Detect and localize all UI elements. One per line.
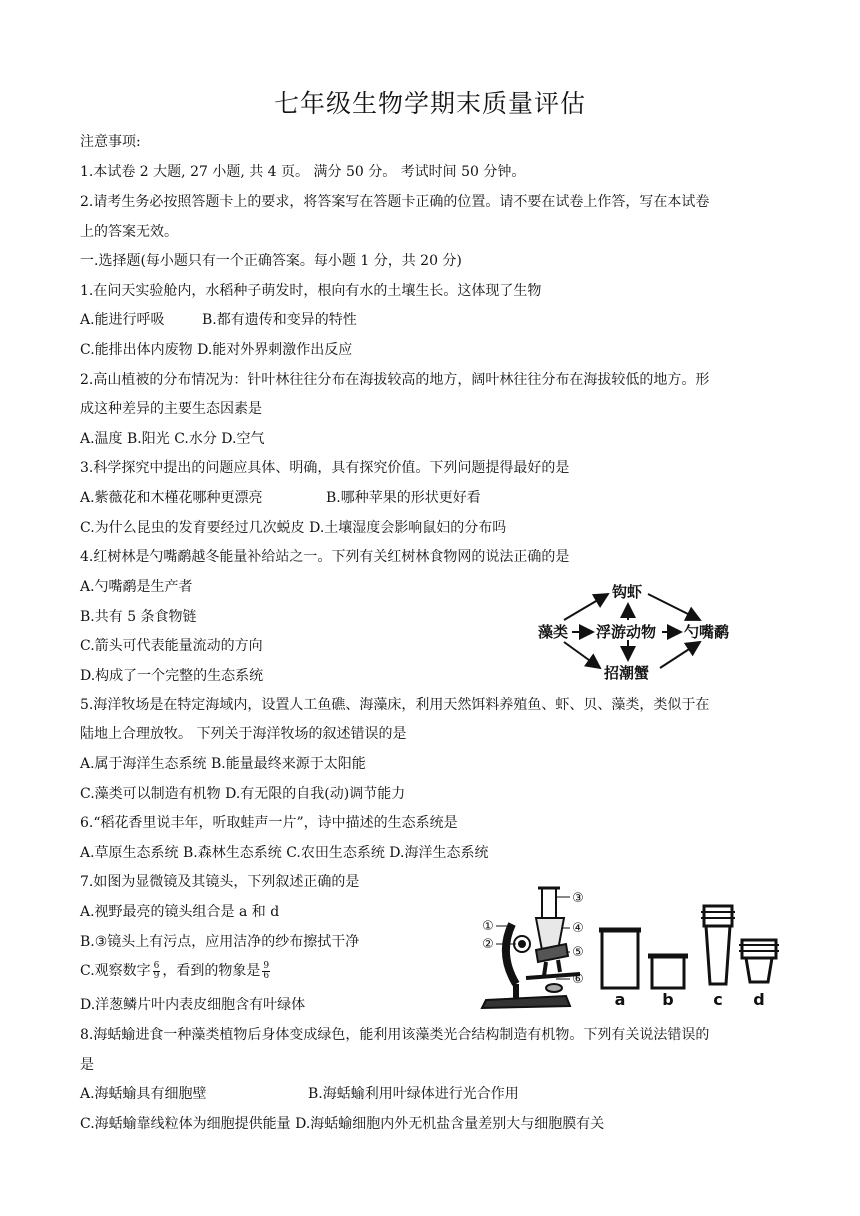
q7-option-b: B.③镜头上有污点，应用洁净的纱布擦拭干净 (80, 934, 360, 950)
q3-options-cd: C.为什么昆虫的发育要经过几次蜕皮 D.土壤湿度会影响鼠妇的分布吗 (80, 520, 507, 536)
label-1: ① (482, 919, 494, 934)
q4-option-d: D.构成了一个完整的生态系统 (80, 668, 264, 684)
q7-option-c-prefix: C.观察数字 (80, 963, 151, 979)
q6-options: A.草原生态系统 B.森林生态系统 C.农田生态系统 D.海洋生态系统 (80, 845, 489, 861)
q2-stem-cont: 成这种差异的主要生态因素是 (80, 401, 262, 417)
lens-label-d: d (753, 990, 765, 1009)
arrow-algae-crab (564, 642, 600, 668)
label-5: ⑤ (572, 945, 584, 960)
q8-option-a: A.海蛞蝓具有细胞壁 (80, 1086, 207, 1102)
q5-options-ab: A.属于海洋生态系统 B.能量最终来源于太阳能 (80, 756, 366, 772)
q3-option-b: B.哪种苹果的形状更好看 (326, 490, 481, 506)
node-crab: 招潮蟹 (604, 664, 650, 682)
q6-stem: 6.“稻花香里说丰年，听取蛙声一片”，诗中描述的生态系统是 (80, 815, 458, 831)
q2-options: A.温度 B.阳光 C.水分 D.空气 (80, 431, 265, 447)
q8-stem: 8.海蛞蝓进食一种藻类植物后身体变成绿色，能利用该藻类光合结构制造有机物。下列有关说法错误的 (80, 1027, 710, 1043)
page-title: 七年级生物学期末质量评估 (273, 89, 586, 118)
q3-option-a: A.紫薇花和木槿花哪种更漂亮 (80, 490, 263, 506)
q4-stem: 4.红树林是勺嘴鹬越冬能量补给站之一。下列有关红树林食物网的说法正确的是 (80, 549, 570, 565)
node-plankton: 浮游动物 (596, 623, 657, 641)
microscope-icon (482, 888, 580, 1008)
q8-stem-cont: 是 (80, 1057, 94, 1073)
microscope-figure (476, 884, 786, 1010)
q7-option-c-mid: ，看到的物象是 (162, 963, 261, 979)
note-2-cont: 上的答案无效。 (80, 224, 178, 240)
q7-option-a: A.视野最亮的镜头组合是 a 和 d (80, 904, 280, 920)
note-1: 1.本试卷 2 大题, 27 小题, 共 4 页。 满分 50 分。 考试时间 50 分钟。 (80, 164, 526, 180)
label-2: ② (482, 937, 494, 952)
q5-stem: 5.海洋牧场是在特定海域内，设置人工鱼礁、海藻床，利用天然饵料养殖鱼、虾、贝、藻类，类似于在 (80, 697, 710, 713)
q3-stem: 3.科学探究中提出的问题应具体、明确，具有探究价值。下列问题提得最好的是 (80, 460, 570, 476)
section-heading: 一.选择题(每小题只有一个正确答案。每小题 1 分，共 20 分) (80, 253, 462, 269)
lens-b (648, 956, 688, 988)
lens-label-b: b (662, 990, 674, 1009)
q8-options-cd: C.海蛞蝓靠线粒体为细胞提供能量 D.海蛞蝓细胞内外无机盐含量差别大与细胞膜有关 (80, 1116, 605, 1132)
label-6: ⑥ (572, 972, 584, 987)
label-4: ④ (572, 921, 584, 936)
q5-options-cd: C.藻类可以制造有机物 D.有无限的自我(动)调节能力 (80, 786, 406, 802)
node-algae: 藻类 (538, 623, 569, 641)
node-bird: 勺嘴鹬 (684, 623, 730, 641)
q7-stem: 7.如图为显微镜及其镜头，下列叙述正确的是 (80, 874, 360, 890)
q7-option-c (80, 961, 272, 981)
note-2: 2.请考生务必按照答题卡上的要求，将答案写在答题卡正确的位置。请不要在试卷上作答，写在本试卷 (80, 194, 710, 210)
lens-c (701, 906, 735, 984)
q1-stem: 1.在问天实验舱内，水稻种子萌发时，根向有水的土壤生长。这体现了生物 (80, 283, 542, 299)
q4-option-c: C.箭头可代表能量流动的方向 (80, 638, 263, 654)
q1-option-b: B.都有遗传和变异的特性 (202, 312, 357, 328)
q1-option-a: A.能进行呼吸 (80, 312, 165, 328)
lens-label-c: c (713, 990, 723, 1009)
q1-options-cd: C.能排出体内废物 D.能对外界刺激作出反应 (80, 342, 353, 358)
q8-option-b: B.海蛞蝓利用叶绿体进行光合作用 (308, 1086, 519, 1102)
node-shrimp: 钩虾 (612, 583, 643, 601)
food-web-diagram (538, 580, 768, 686)
fraction-9-6: $\frac{9}{6}$ (263, 960, 270, 981)
notes-heading: 注意事项: (80, 134, 141, 150)
q4-option-a: A.勺嘴鹬是生产者 (80, 579, 193, 595)
arrow-algae-shrimp (564, 594, 608, 620)
fraction-6-9: $\frac{6}{9}$ (153, 960, 160, 981)
arrow-crab-bird (660, 642, 700, 668)
arrow-shrimp-bird (648, 594, 700, 620)
q7-option-d: D.洋葱鳞片叶内表皮细胞含有叶绿体 (80, 997, 306, 1013)
lens-d (739, 940, 779, 982)
label-3: ③ (572, 891, 584, 906)
q5-stem-cont: 陆地上合理放牧。 下列关于海洋牧场的叙述错误的是 (80, 726, 407, 742)
lens-label-a: a (614, 990, 626, 1009)
q2-stem: 2.高山植被的分布情况为：针叶林往往分布在海拔较高的地方，阔叶林往往分布在海拔较低的地方。形 (80, 372, 710, 388)
lens-a (599, 930, 641, 988)
q4-option-b: B.共有 5 条食物链 (80, 609, 197, 625)
